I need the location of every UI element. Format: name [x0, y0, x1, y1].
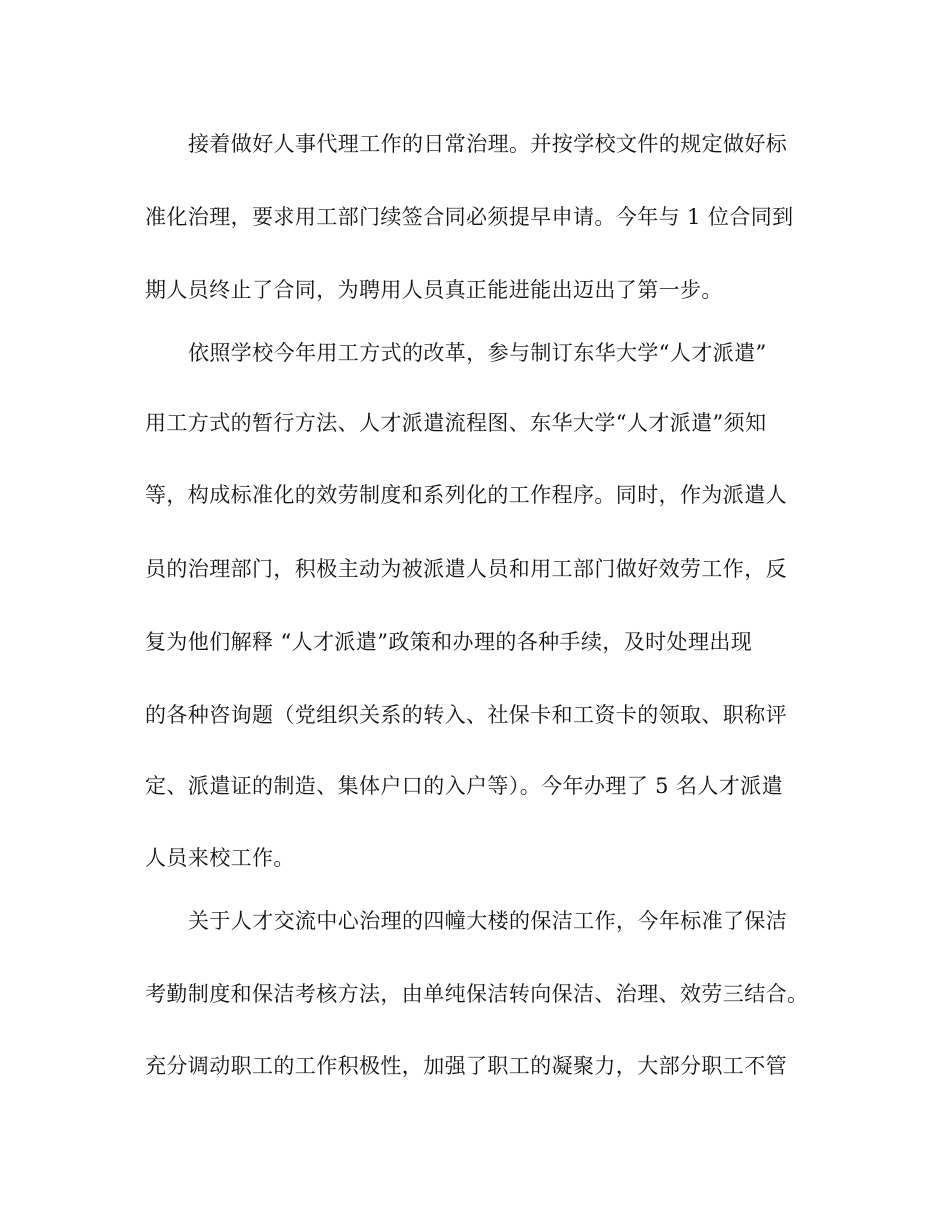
text-line: 依照学校今年用工方式的改革，参与制订东华大学“人才派遣” — [188, 341, 767, 365]
text-line: 等，构成标准化的效劳制度和系列化的工作程序。同时，作为派遣人 — [145, 483, 787, 507]
text-line: 接着做好人事代理工作的日常治理。并按学校文件的规定做好标 — [188, 132, 788, 156]
text-line: 期人员终止了合同，为聘用人员真正能进能出迈出了第一步。 — [145, 278, 723, 302]
text-line: 的各种咨询题（党组织关系的转入、社保卡和工资卡的领取、职称评 — [145, 703, 787, 727]
text-line: 关于人才交流中心治理的四幢大楼的保洁工作，今年标准了保洁 — [188, 909, 788, 933]
text-line: 考勤制度和保洁考核方法，由单纯保洁转向保洁、治理、效劳三结合。 — [145, 982, 809, 1006]
text-line: 用工方式的暂行方法、人才派遣流程图、东华大学“人才派遣”须知 — [145, 411, 767, 435]
text-line: 复为他们解释 “人才派遣”政策和办理的各种手续，及时处理出现 — [145, 630, 753, 654]
text-line: 员的治理部门，积极主动为被派遣人员和用工部门做好效劳工作，反 — [145, 557, 787, 581]
text-line: 定、派遣证的制造、集体户口的入户等）。今年办理了 5 名人才派遣 — [145, 774, 784, 798]
text-line: 人员来校工作。 — [145, 846, 295, 870]
text-line: 充分调动职工的工作积极性，加强了职工的凝聚力，大部分职工不管 — [145, 1054, 787, 1078]
text-line: 准化治理，要求用工部门续签合同必须提早申请。今年与 1 位合同到 — [145, 205, 794, 229]
